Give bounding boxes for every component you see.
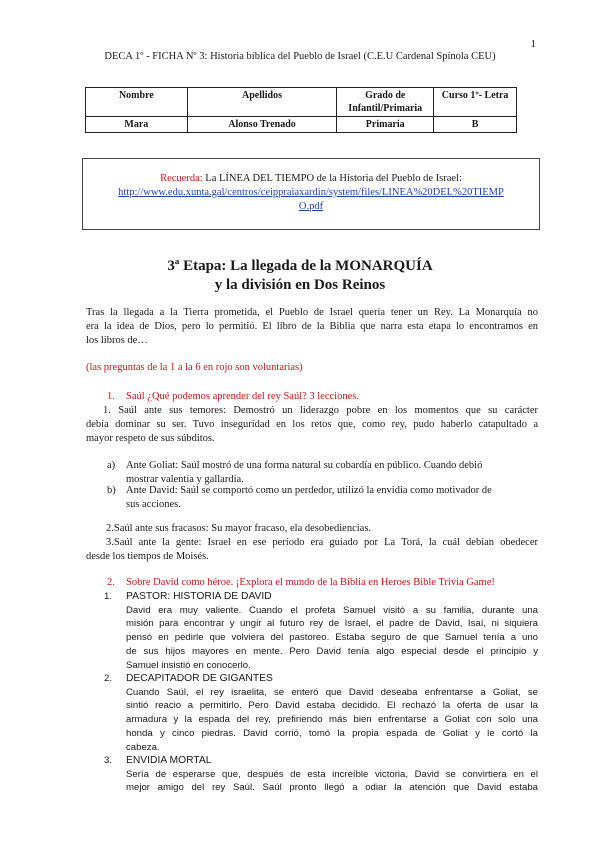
stage-title-line2: y la división en Dos Reinos <box>214 277 386 293</box>
intro-paragraph <box>86 306 538 348</box>
david-item-2-line: sintió reacio a permitirlo. Pero David estaba decidido. El rechazó la oferta de usar la <box>126 700 538 712</box>
david-item-1-line: misión para encontrar y ungir al futuro rey de Israel, el padre de David, Isaí, ni siquiera <box>126 618 538 630</box>
david-item-1-line: David era muy valiente. Cuando el profeta Samuel visitó a su familia, durante una <box>126 604 538 616</box>
question-2-number: 2. <box>107 577 115 588</box>
question-1-text: Saúl ¿Qué podemos aprender del rey Saúl? 3 lecciones. <box>126 391 359 402</box>
header-curso: Curso 1º- Letra <box>434 88 517 117</box>
david-item-3-title: ENVIDIA MORTAL <box>126 755 212 766</box>
david-item-2-number: 2. <box>104 673 113 684</box>
lesson-3-line2: desde los tiempos de Moisés. <box>86 551 209 562</box>
reminder-text: La LÍNEA DEL TIEMPO de la Historia del Pueblo de Israel: <box>202 173 462 184</box>
lesson-1-line3: mayor respeto de sus súbditos. <box>86 433 215 444</box>
value-grado: Primaria <box>337 117 434 133</box>
david-item-3-line: Sería de esperarse que, después de esta increíble victoria, David se convirtiera en el <box>126 768 538 780</box>
sub-item-b-line2: sus acciones. <box>126 499 181 510</box>
lesson-1-line1: 1. Saúl ante sus temores: Demostró un liderazgo pobre en los momentos que su carácter <box>103 405 538 416</box>
reminder-label: Recuerda: <box>160 173 203 184</box>
header-nombre: Nombre <box>86 88 188 117</box>
david-item-2-line: Cuando Saúl, el rey israelita, se enteró que David deseaba enfrentarse a Goliat, se <box>126 686 538 698</box>
david-item-1-line: Samuel insistió en conocerlo. <box>126 659 251 671</box>
table-row <box>86 117 517 133</box>
lesson-1-line2: debía dominar su ser. Tuvo inseguridad en los retos que, como rey, pudo haberlo catapultado a <box>86 419 538 430</box>
value-apellidos: Alonso Trenado <box>187 117 337 133</box>
lesson-3-line1: 3.Saúl ante la gente: Israel en ese período era guiado por La Torá, la cuál debían obedecer <box>106 537 538 548</box>
value-nombre: Mara <box>86 117 188 133</box>
lesson-1 <box>86 404 538 446</box>
reminder-box <box>82 158 540 230</box>
lesson-3 <box>86 536 538 564</box>
timeline-link-line2[interactable]: O.pdf <box>298 201 324 212</box>
david-item-1 <box>126 590 538 672</box>
sub-item-b <box>126 484 538 512</box>
intro-line-3: los libros de… <box>86 335 148 346</box>
sub-item-a <box>126 459 538 487</box>
david-item-3 <box>126 754 538 795</box>
stage-title-line1: 3ª Etapa: La llegada de la MONARQUÍA <box>167 258 433 274</box>
lesson-2: 2.Saúl ante sus fracasos: Su mayor fracaso, ela desobediencias. <box>106 523 372 534</box>
student-info-table <box>85 87 517 133</box>
document-header: DECA 1º - FICHA Nº 3: Historia bíblica del Pueblo de Israel (C.E.U Cardenal Spínola CEU) <box>104 51 496 62</box>
sub-item-a-label: a) <box>107 460 116 471</box>
voluntary-note: (las preguntas de la 1 a la 6 en rojo son voluntarias) <box>86 362 303 373</box>
header-apellidos: Apellidos <box>187 88 337 117</box>
sub-item-b-line1: Ante David: Saúl se comportó como un perdedor, utilizó la envidia como motivador de <box>126 485 492 496</box>
question-1-number: 1. <box>107 391 115 402</box>
david-item-3-line: mejor amigo del rey Saúl. Saúl pronto llegó a odiar la atención que David estaba <box>126 782 538 794</box>
david-item-2-line: honda y cinco piedras. David corrió, tomó la propia espada de Goliat y le cortó la <box>126 727 538 739</box>
page-number: 1 <box>530 38 536 50</box>
david-item-1-number: 1. <box>104 591 113 602</box>
david-item-1-title: PASTOR: HISTORIA DE DAVID <box>126 591 272 602</box>
david-item-2 <box>126 672 538 754</box>
intro-line-1: Tras la llegada a la Tierra prometida, el Pueblo de Israel quería tener un Rey. La Monarquía no <box>86 307 538 318</box>
sub-item-a-line2: mostrar valentía y gallardía. <box>126 474 244 485</box>
value-curso: B <box>434 117 517 133</box>
sub-item-a-line1: Ante Goliat: Saúl mostró de una forma natural su cobardía en público. Cuando debió <box>126 460 483 471</box>
david-item-2-line: cabeza. <box>126 741 160 753</box>
timeline-link-line1[interactable]: http://www.edu.xunta.gal/centros/ceippraiaxardin/system/files/LINEA%20DEL%20TIEMP <box>118 187 504 198</box>
david-item-1-line: pensó en pedirle que volviera del pastoreo. Estaba seguro de que Samuel tenía a uno <box>126 632 538 644</box>
stage-title <box>0 257 600 295</box>
david-item-2-title: DECAPITADOR DE GIGANTES <box>126 673 273 684</box>
question-2-text: Sobre David como héroe. ¡Explora el mundo de la Biblia en Heroes Bible Trivia Game! <box>126 577 495 588</box>
intro-line-2: era la idea de Dios, pero lo permitió. El libro de la Biblia que narra esta etapa lo encontramos en <box>86 321 538 332</box>
david-item-1-line: de sus hijos mayores en mente. Pero David tenía algo especial desde el principio y <box>126 645 538 657</box>
david-item-2-line: armadura y la espada del rey, prefiriendo más bien enfrentarse a Goliat con solo una <box>126 714 538 726</box>
header-grado: Grado de Infantil/Primaria <box>337 88 434 117</box>
sub-item-b-label: b) <box>107 485 116 496</box>
david-item-3-number: 3. <box>104 755 113 766</box>
table-header-row <box>86 88 517 117</box>
